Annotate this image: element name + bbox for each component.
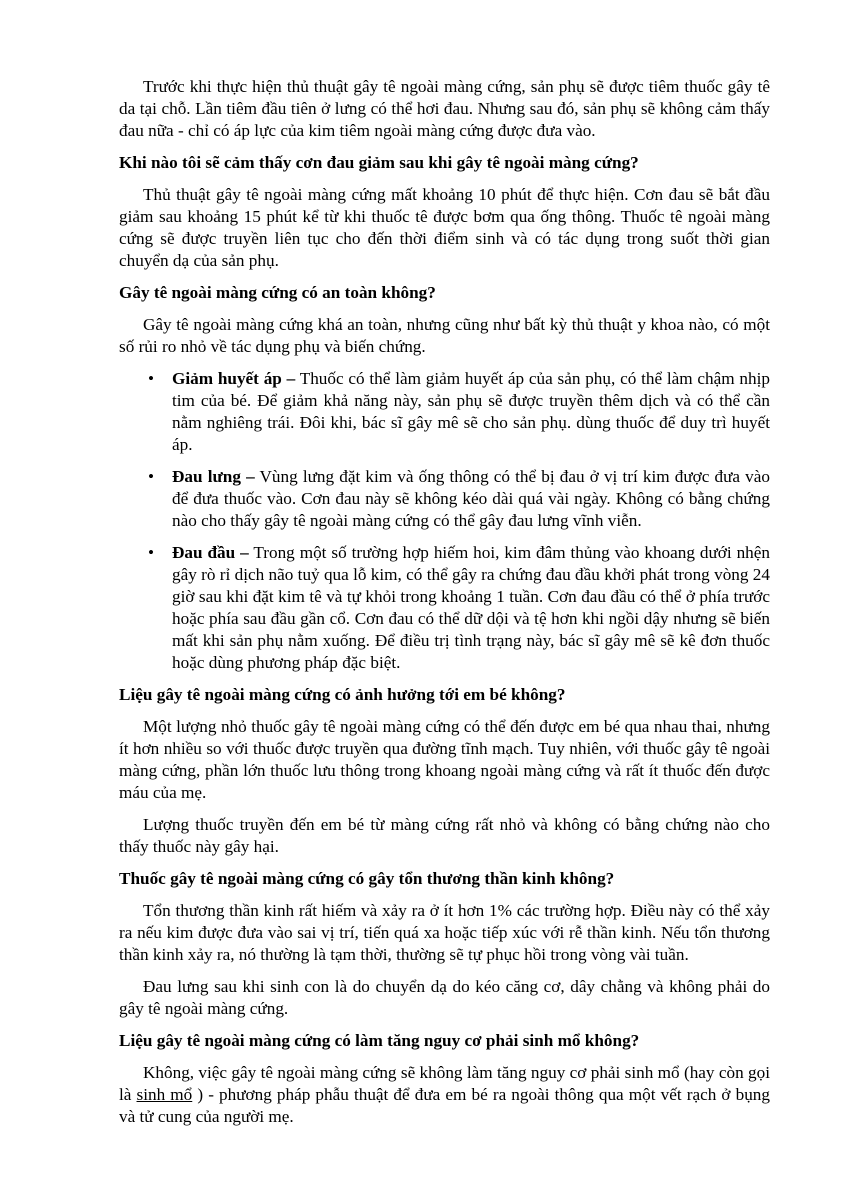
paragraph-text: Không, việc gây tê ngoài màng cứng sẽ không làm tăng nguy cơ phải sinh mổ (hay còn gọi là: [119, 1063, 770, 1104]
bullet-text: Vùng lưng đặt kim và ống thông có thể bị đau ở vị trí kim được đưa vào để đưa thuốc vào. Cơn đau này sẽ không kéo dài quá vài ngày. Không có bằng chứng nào cho thấy gây tê ngoài màng cứng có thể gây đau lưng vĩnh viễn.: [172, 467, 770, 530]
heading-pain-relief-timing: Khi nào tôi sẽ cảm thấy cơn đau giảm sau khi gây tê ngoài màng cứng?: [119, 153, 639, 172]
list-item: [119, 466, 770, 532]
bullet-icon: •: [147, 369, 155, 388]
list-item: [119, 368, 770, 456]
bullet-icon: •: [147, 467, 155, 486]
bullet-term: Giảm huyết áp –: [172, 369, 296, 388]
paragraph-baby-effect-1: Một lượng nhỏ thuốc gây tê ngoài màng cứng có thể đến được em bé qua nhau thai, nhưng ít hơn nhiều so với thuốc được truyền qua đường tĩnh mạch. Tuy nhiên, với thuốc gây tê ngoài màng cứng, phần lớn thuốc lưu thông trong khoang ngoài màng cứng và rất ít thuốc đến được máu của mẹ.: [119, 717, 770, 802]
bullet-text: Thuốc có thể làm giảm huyết áp của sản phụ, có thể làm chậm nhịp tim của bé. Để giảm khả năng này, sản phụ sẽ được truyền thêm dịch và có thể cần nằm nghiêng trái. Đôi khi, bác sĩ gây mê sẽ cho sản phụ. dùng thuốc để duy trì huyết áp.: [172, 369, 770, 454]
intro-paragraph: Trước khi thực hiện thủ thuật gây tê ngoài màng cứng, sản phụ sẽ được tiêm thuốc gây tê da tại chỗ. Lần tiêm đầu tiên ở lưng có thể hơi đau. Nhưng sau đó, sản phụ sẽ không cảm thấy đau nữa - chỉ có áp lực của kim tiêm ngoài màng cứng được đưa vào.: [119, 77, 770, 140]
paragraph-pain-relief-timing: Thủ thuật gây tê ngoài màng cứng mất khoảng 10 phút để thực hiện. Cơn đau sẽ bắt đầu giảm sau khoảng 15 phút kể từ khi thuốc tê được bơm qua ống thông. Thuốc tê ngoài màng cứng sẽ được truyền liên tục cho đến thời điểm sinh và có tác dụng trong suốt thời gian chuyển dạ của sản phụ.: [119, 185, 770, 270]
cesarean-link[interactable]: sinh mổ: [136, 1085, 193, 1104]
bullet-text: Trong một số trường hợp hiếm hoi, kim đâm thủng vào khoang dưới nhện gây rò rỉ dịch não tuỷ qua lỗ kim, có thể gây ra chứng đau đầu khởi phát trong vòng 24 giờ sau khi đặt kim tê và tự khỏi trong khoảng 1 tuần. Cơn đau đầu có thể ở phía trước hoặc phía sau đầu gần cổ. Cơn đau có thể dữ dội và tệ hơn khi ngồi dậy nhưng sẽ biến mất khi sản phụ nằm xuống. Để điều trị tình trạng này, bác sĩ gây mê sẽ kê đơn thuốc hoặc dùng phương pháp đặc biệt.: [172, 543, 770, 672]
heading-safety: Gây tê ngoài màng cứng có an toàn không?: [119, 283, 436, 302]
side-effects-list: [119, 368, 770, 674]
heading-nerve-damage: Thuốc gây tê ngoài màng cứng có gây tổn thương thần kinh không?: [119, 869, 615, 888]
paragraph-text: ) - phương pháp phẫu thuật để đưa em bé ra ngoài thông qua một vết rạch ở bụng và tử cung của người mẹ.: [119, 1085, 770, 1126]
paragraph-nerve-damage-2: Đau lưng sau khi sinh con là do chuyển dạ do kéo căng cơ, dây chằng và không phải do gây tê ngoài màng cứng.: [119, 977, 770, 1018]
paragraph-baby-effect-2: Lượng thuốc truyền đến em bé từ màng cứng rất nhỏ và không có bằng chứng nào cho thấy thuốc này gây hại.: [119, 815, 770, 856]
paragraph-safety: Gây tê ngoài màng cứng khá an toàn, nhưng cũng như bất kỳ thủ thuật y khoa nào, có một số rủi ro nhỏ về tác dụng phụ và biến chứng.: [119, 315, 770, 356]
bullet-term: Đau lưng –: [172, 467, 255, 486]
document-page: [119, 76, 770, 1138]
heading-cesarean-risk: Liệu gây tê ngoài màng cứng có làm tăng nguy cơ phải sinh mổ không?: [119, 1031, 640, 1050]
list-item: [119, 542, 770, 674]
paragraph-cesarean-risk: [119, 1062, 770, 1128]
bullet-term: Đau đầu –: [172, 543, 249, 562]
paragraph-nerve-damage-1: Tổn thương thần kinh rất hiếm và xảy ra ở ít hơn 1% các trường hợp. Điều này có thể xảy ra nếu kim được đưa vào sai vị trí, tiến quá xa hoặc tiếp xúc với rễ thần kinh. Nếu tổn thương thần kinh xảy ra, nó thường là tạm thời, thường sẽ tự phục hồi trong vòng vài tuần.: [119, 901, 770, 964]
bullet-icon: •: [147, 543, 155, 562]
heading-baby-effect: Liệu gây tê ngoài màng cứng có ảnh hưởng tới em bé không?: [119, 685, 566, 704]
